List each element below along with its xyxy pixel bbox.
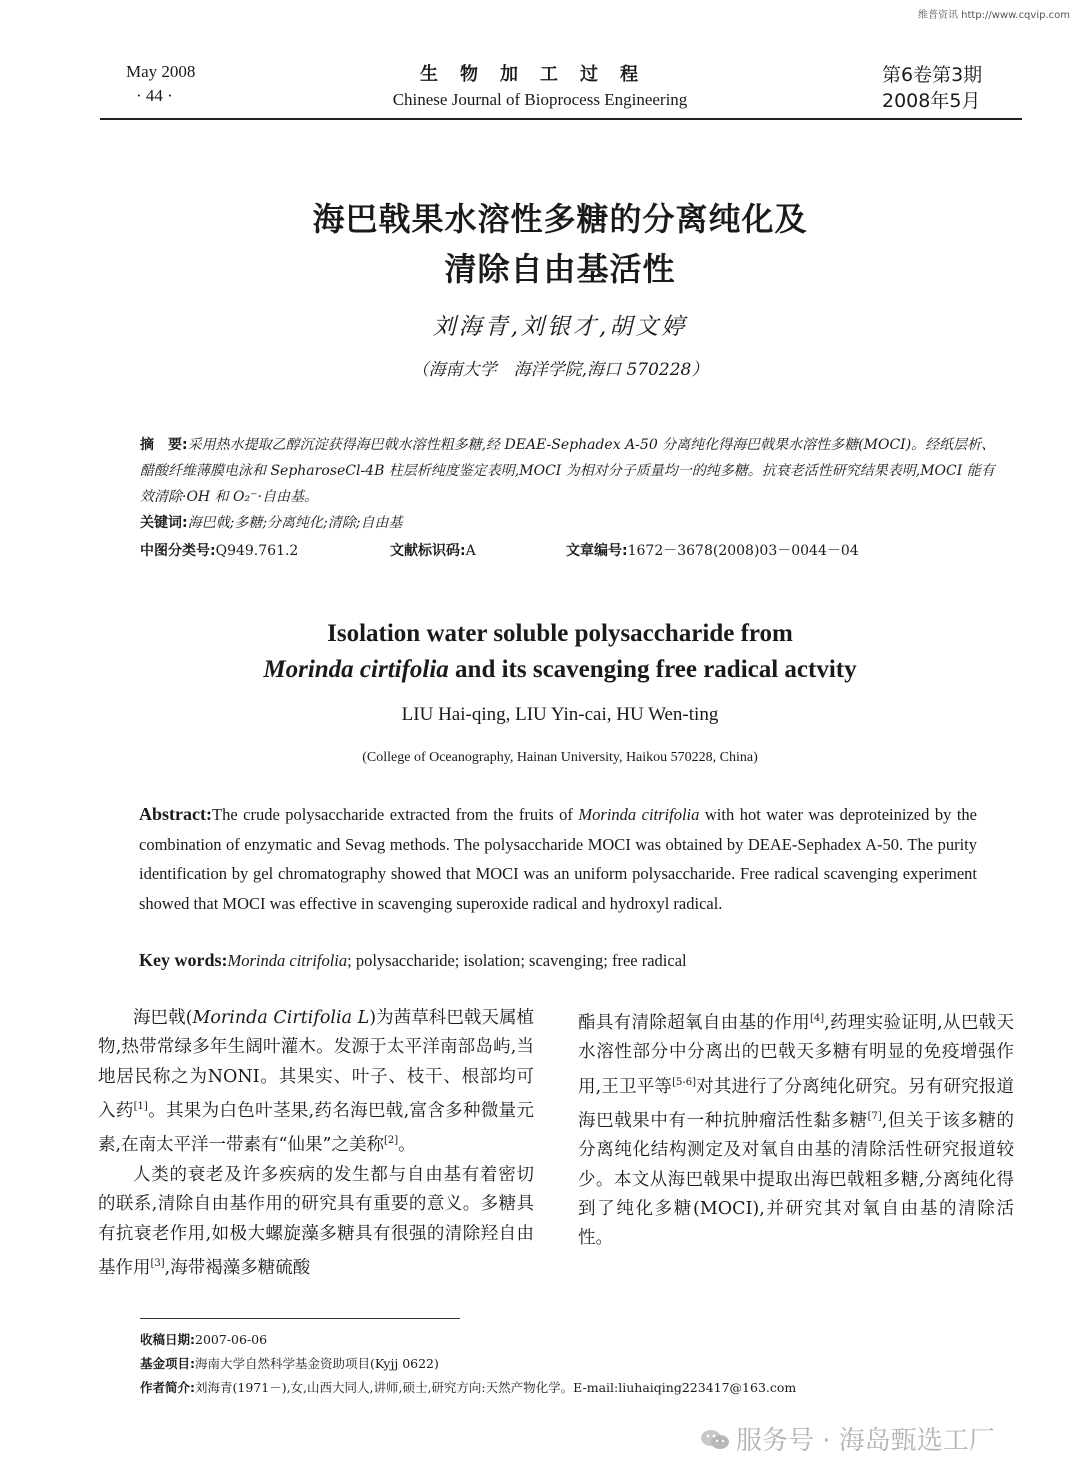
bottom-watermark: [700, 1420, 995, 1457]
title-en-line2: and its scavenging free radical actvity: [448, 656, 857, 683]
title-cn-line2: 清除自由基活性: [444, 250, 676, 288]
citation-ref: [1]: [133, 1101, 148, 1113]
wechat-icon: [700, 1428, 730, 1452]
text-span: 酯具有清除超氧自由基的作用: [578, 1012, 810, 1033]
text-span: 。其果为白色叶茎果,药名海巴戟,富含多种微量元素,在南太平洋一带素有“仙果”之美称: [98, 1101, 534, 1156]
text-span: ,药理实验证明,从巴戟天水溶性部分中分离出的巴戟天多糖有明显的免疫增强作用,王卫平等: [578, 1012, 1015, 1097]
authors-en: LIU Hai-qing, LIU Yin-cai, HU Wen-ting: [401, 704, 719, 725]
title-en-species: Morinda cirtifolia: [263, 656, 449, 683]
abstract-cn-text: 采用热水提取乙醇沉淀获得海巴戟水溶性粗多糖,经 DEAE-Sephadex A-50 分离纯化得海巴戟果水溶性多糖(MOCI)。经纸层析、醋酸纤维薄膜电泳和 SepharoseCl-4B 柱层析纯度鉴定表明,MOCI 为相对分子质量均一的纯多糖。抗衰老活性研究结果表明,MOCI 能有效清除·OH 和 O₂⁻·自由基。: [140, 437, 996, 505]
abstract-en-text-a: The crude polysaccharide extracted from the fruits of: [211, 805, 579, 824]
title-en: [150, 616, 970, 688]
footnote-rule: [140, 1318, 460, 1319]
date-cn: 2008年5月: [882, 90, 981, 112]
citation-ref: [3]: [150, 1257, 165, 1269]
abstract-en-text-b: with hot water was deproteinized by the combination of enzymatic and Sevag methods. The polysaccharide MOCI was obtained by DEAE-Sephadex A-50. The purity identification by gel chromatography showed that MOCI was an uniform polysaccharide. Free radical scavenging experiment showed that MOCI was effective in scavenging superoxide radical and hydroxyl radical.: [139, 805, 978, 913]
abstract-en: [139, 800, 977, 918]
clc-value: Q949.761.2: [215, 543, 299, 559]
journal-name-en: Chinese Journal of Bioprocess Engineering: [392, 90, 688, 109]
journal-header: [330, 60, 750, 110]
keywords-en-species: Morinda citrifolia: [227, 951, 348, 970]
received-date: 2007-06-06: [195, 1332, 268, 1347]
keywords-en: [139, 946, 977, 975]
header-right: [882, 62, 982, 114]
author-bio-label: 作者简介:: [140, 1380, 195, 1395]
text-span: 人类的衰老及许多疾病的发生都与自由基有着密切的联系,清除自由基作用的研究具有重要的意义。多糖具有抗衰老作用,如极大螺旋藻多糖具有很强的清除羟自由基作用: [98, 1164, 534, 1278]
body-paragraph: [98, 1161, 534, 1283]
text-span: ,海带褐藻多糖硫酸: [164, 1257, 311, 1278]
fund-label: 基金项目:: [140, 1356, 195, 1371]
abstract-en-label: Abstract:: [139, 804, 212, 824]
body-paragraph: [98, 1004, 534, 1161]
text-span: 对其进行了分离纯化研究。另有研究报道海巴戟果中有一种抗肿瘤活性黏多糖: [578, 1076, 1015, 1131]
body-column-right: [578, 1004, 1014, 1254]
text-span: )为茜草科巴戟天属植物,热带常绿多年生阔叶灌木。发源于太平洋南部岛屿,当地居民称之为NONI。其果实、叶子、枝干、根部均可入药: [98, 1008, 535, 1122]
received-label: 收稿日期:: [140, 1332, 195, 1347]
affiliation-cn: （海南大学 海洋学院,海口 570228）: [411, 360, 709, 380]
title-cn-line1: 海巴戟果水溶性多糖的分离纯化及: [312, 200, 808, 238]
volume-issue: 第6卷第3期: [882, 64, 983, 86]
title-cn: [120, 194, 1000, 294]
keywords-cn-label: 关键词:: [140, 515, 188, 531]
citation-ref: [7]: [867, 1110, 882, 1122]
doc-code-value: A: [465, 543, 476, 559]
abstract-cn-label: 摘 要:: [140, 437, 188, 453]
watermark-text: 服务号 · 海岛甄选工厂: [736, 1426, 995, 1456]
body-column-left: [98, 1004, 534, 1283]
clc-label: 中图分类号:: [140, 543, 216, 559]
abstract-en-species: Morinda citrifolia: [578, 805, 700, 824]
watermark-url: 维普资讯 http://www.cqvip.com: [917, 10, 1070, 21]
keywords-cn-text: 海巴戟;多糖;分离纯化;清除;自由基: [187, 515, 403, 531]
journal-name-cn: 生物加工过程: [420, 64, 660, 85]
citation-ref: [4]: [809, 1013, 825, 1024]
title-en-line1: Isolation water soluble polysaccharide from: [327, 620, 793, 647]
text-span: ,但关于该多糖的分离纯化结构测定及对氧自由基的清除活性研究报道较少。本文从海巴戟果中提取出海巴戟粗多糖,分离纯化得到了纯化多糖(MOCI),并研究其对氧自由基的清除活性。: [578, 1110, 1015, 1249]
page-number: · 44 ·: [136, 86, 173, 105]
abstract-cn: [140, 432, 1000, 536]
text-span: 海巴戟(: [133, 1008, 193, 1028]
citation-ref: [2]: [383, 1135, 399, 1147]
doc-code-label: 文献标识码:: [390, 543, 466, 559]
author-bio-text: 刘海青(1971－),女,山西大同人,讲师,硕士,研究方向:天然产物化学。E-mail:liuhaiqing223417@163.com: [195, 1380, 797, 1395]
affiliation-en: (College of Oceanography, Hainan University, Haikou 570228, China): [362, 750, 758, 765]
header-rule: [100, 118, 1022, 120]
species-name: Morinda Cirtifolia L: [192, 1008, 370, 1028]
issue-date: May 2008: [126, 62, 196, 81]
keywords-en-label: Key words:: [139, 950, 228, 970]
authors-cn: 刘海青,刘银才,胡文婷: [432, 314, 688, 340]
body-paragraph: [578, 1004, 1014, 1254]
footnotes: [140, 1328, 1020, 1400]
header-left: [126, 60, 195, 108]
article-id-label: 文章编号:: [566, 543, 628, 559]
article-id-value: 1672－3678(2008)03－0044－04: [627, 543, 859, 559]
citation-ref: [5-6]: [672, 1076, 696, 1088]
text-span: 。: [398, 1135, 416, 1156]
fund-text: 海南大学自然科学基金资助项目(Kyjj 0622): [195, 1356, 439, 1371]
keywords-en-rest: ; polysaccharide; isolation; scavenging; free radical: [347, 951, 687, 970]
